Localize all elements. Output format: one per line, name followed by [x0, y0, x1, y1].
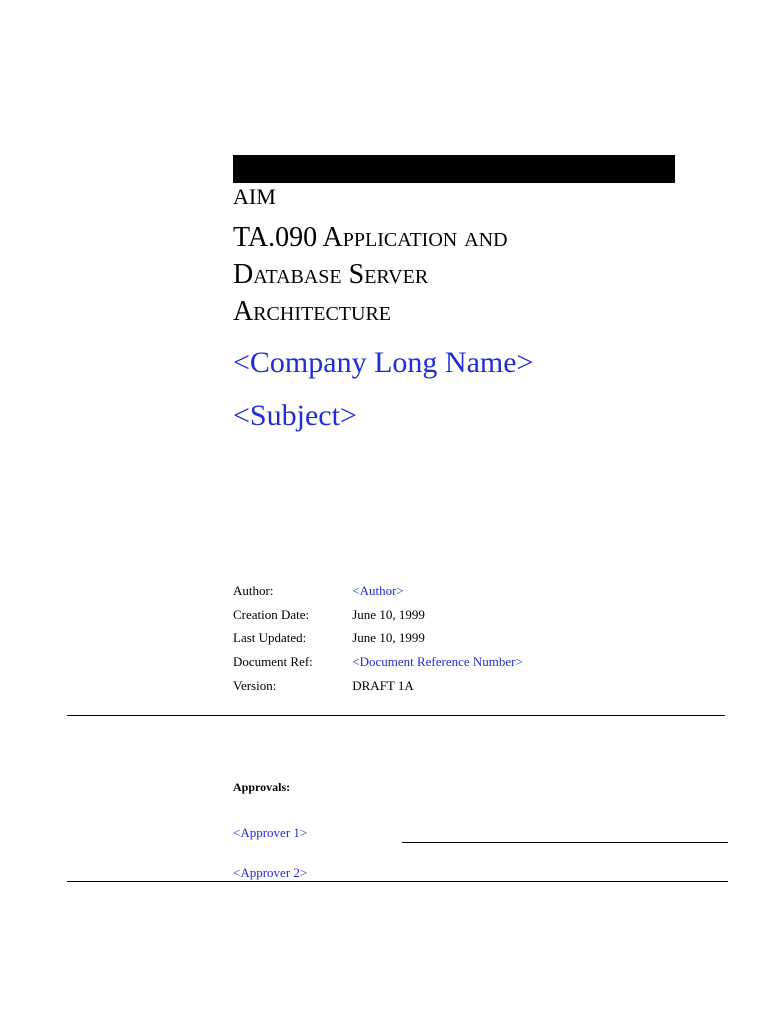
meta-row-version — [233, 674, 523, 698]
meta-label-last-updated: Last Updated: — [233, 630, 307, 646]
approver-1-placeholder[interactable]: <Approver 1> — [233, 825, 308, 840]
approvals-heading: Approvals: — [233, 780, 291, 794]
meta-value-last-updated: June 10, 1999 — [352, 630, 425, 646]
horizontal-divider-bottom — [67, 881, 728, 882]
meta-label-creation-date: Creation Date: — [233, 606, 310, 622]
product-name: AIM — [233, 184, 276, 209]
signature-line — [402, 842, 728, 843]
approver-2-placeholder[interactable]: <Approver 2> — [233, 865, 308, 880]
meta-value-creation-date: June 10, 1999 — [352, 606, 425, 622]
header-black-bar — [233, 155, 675, 183]
meta-value-author[interactable]: <Author> — [352, 583, 404, 598]
meta-value-version: DRAFT 1A — [352, 677, 414, 693]
company-name-placeholder[interactable]: <Company Long Name> — [233, 346, 534, 379]
subject-placeholder[interactable]: <Subject> — [233, 399, 357, 432]
document-metadata — [233, 579, 523, 697]
meta-row-document-ref — [233, 650, 523, 674]
document-title — [233, 219, 703, 330]
meta-row-creation-date — [233, 603, 523, 627]
meta-row-author — [233, 579, 523, 603]
meta-label-author: Author: — [233, 583, 274, 598]
horizontal-divider-top — [67, 715, 725, 716]
meta-label-document-ref: Document Ref: — [233, 654, 313, 670]
document-title-line-3: Architecture — [233, 296, 391, 327]
document-title-line-1: TA.090 Application and — [233, 222, 508, 253]
document-title-line-2: Database Server — [233, 259, 429, 290]
meta-label-version: Version: — [233, 677, 277, 693]
meta-row-last-updated — [233, 626, 523, 650]
meta-value-document-ref[interactable]: <Document Reference Number> — [352, 654, 523, 670]
